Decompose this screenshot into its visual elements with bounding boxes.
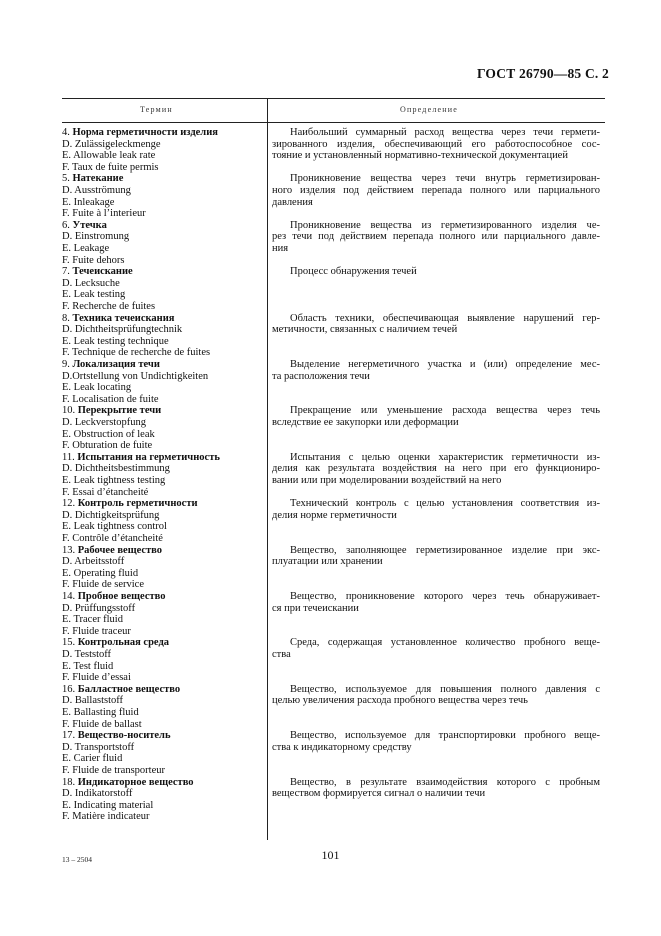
term-translation: F. Matière indicateur <box>62 811 150 823</box>
term-number: 5. <box>62 173 70 185</box>
term-definition <box>272 359 600 382</box>
term-name: Перекрытие течи <box>77 405 162 417</box>
column-header-definition: Определение <box>400 105 458 114</box>
term-name: Натекание <box>72 173 124 185</box>
term-translation: E. Leak tightness testing <box>62 474 166 486</box>
term-number: 13. <box>62 544 76 556</box>
term-definition <box>272 498 600 521</box>
term-translation: F. Obturation de fuite <box>62 440 153 452</box>
term-name: Норма герметичности изделия <box>72 127 218 138</box>
definition-line: Вещество, в результате взаимодействия которого с пробным <box>290 776 600 788</box>
term-translation: E. Leak testing technique <box>62 335 169 347</box>
term-name: Техника течеискания <box>72 312 175 324</box>
term-translation: D. Transportstoff <box>62 741 135 753</box>
term-title <box>62 266 267 278</box>
term-translation: D. Einstromung <box>62 231 130 243</box>
term-definition <box>272 730 600 753</box>
term-title <box>62 730 267 742</box>
term-title <box>62 591 267 603</box>
term-translation: F. Localisation de fuite <box>62 393 159 405</box>
term-definition <box>272 127 600 162</box>
term-translation: E. Obstruction of leak <box>62 428 155 440</box>
term-translation: D. Arbeitsstoff <box>62 556 125 568</box>
term-name: Локализация течи <box>72 359 160 370</box>
term-number: 14. <box>62 591 76 602</box>
term-title <box>62 545 267 557</box>
term-name: Балластное вещество <box>77 683 181 695</box>
term-definition <box>272 777 600 800</box>
term-definition <box>272 591 600 614</box>
term-entry <box>62 730 267 776</box>
term-number: 17. <box>62 730 76 742</box>
term-number: 8. <box>62 312 70 324</box>
term-definition <box>272 452 600 487</box>
term-number: 18. <box>62 776 76 788</box>
term-translation: F. Fluide d’essai <box>62 672 131 684</box>
term-number: 4. <box>62 127 70 138</box>
definition-line: Область техники, обеспечивающая выявление нарушений гер- <box>290 312 600 324</box>
definition-line: зированного изделия, обеспечивающий его работоспособное сос- <box>272 138 600 150</box>
page-number: 101 <box>321 848 340 862</box>
term-number: 9. <box>62 359 70 370</box>
definition-line: Технический контроль с целью установления соответствия из- <box>290 498 600 510</box>
term-translation: D.Ortstellung von Undichtigkeiten <box>62 370 209 382</box>
term-translation: F. Taux de fuite permis <box>62 161 159 173</box>
term-title <box>62 452 267 464</box>
term-translation: E. Tracer fluid <box>62 614 123 626</box>
table-header-rule <box>62 122 605 123</box>
term-number: 16. <box>62 683 76 695</box>
term-entry <box>62 452 267 498</box>
term-definition <box>272 684 600 707</box>
term-translation: D. Teststoff <box>62 648 112 660</box>
term-definition <box>272 405 600 428</box>
term-translation: D. Lecksuche <box>62 277 120 289</box>
term-definition <box>272 637 600 660</box>
definition-line: давления <box>272 196 313 208</box>
definition-line: Испытания с целью оценки характеристик герметичности из- <box>290 451 600 463</box>
term-entry <box>62 173 267 219</box>
definition-line: ния <box>272 242 289 254</box>
term-translation: F. Technique de recherche de fuites <box>62 347 211 359</box>
definition-line: Вещество, заполняющее герметизированное изделие при экс- <box>290 544 600 556</box>
term-title <box>62 127 267 139</box>
term-translation: D. Ballaststoff <box>62 695 124 707</box>
definition-line: плуатации или хранении <box>272 556 383 568</box>
term-translation: F. Fluide de transporteur <box>62 764 165 776</box>
definition-line: ся при течеискании <box>272 602 359 614</box>
footer-code: 13 – 2504 <box>62 855 92 864</box>
term-title <box>62 498 267 510</box>
term-definition <box>272 173 600 208</box>
definition-line: ства <box>272 648 291 660</box>
term-title <box>62 777 267 789</box>
term-translation: F. Fuite à l’interieur <box>62 208 146 220</box>
column-header-term: Термин <box>140 105 173 114</box>
term-number: 15. <box>62 637 76 649</box>
definition-line: Выделение негерметичного участка и (или) определение мес- <box>290 359 600 370</box>
term-translation: D. Dichtheitsprüfungtechnik <box>62 324 183 336</box>
term-number: 7. <box>62 266 70 278</box>
term-translation: E. Leak locating <box>62 382 132 394</box>
term-translation: F. Contrôle d’étancheité <box>62 532 163 544</box>
term-definition <box>272 266 600 278</box>
term-entry <box>62 359 267 405</box>
term-translation: F. Recherche de fuites <box>62 300 156 312</box>
definition-line: вании или при моделировании воздействий на него <box>272 474 502 486</box>
term-translation: D. Zulässigeleckmenge <box>62 138 161 150</box>
term-entry <box>62 684 267 730</box>
term-entry <box>62 637 267 683</box>
term-name: Индикаторное вещество <box>77 776 194 788</box>
term-translation: E. Inleakage <box>62 196 115 208</box>
term-translation: E. Test fluid <box>62 660 114 672</box>
definition-line: метичности, связанных с наличием течей <box>272 324 458 336</box>
term-entry <box>62 545 267 591</box>
term-translation: E. Carier fluid <box>62 753 123 765</box>
definition-line: Вещество, используемое для повышения полного давления с <box>290 683 600 695</box>
term-name: Утечка <box>72 219 107 231</box>
term-definition <box>272 313 600 336</box>
definition-line: веществом формируется сигнал о наличии течи <box>272 788 486 800</box>
term-title <box>62 313 267 325</box>
definition-line: делия норме герметичности <box>272 509 397 521</box>
definition-line: целью увеличения расхода пробного вещества через течь <box>272 695 528 707</box>
term-translation: D. Dichtigkeitsprüfung <box>62 509 160 521</box>
term-definition <box>272 220 600 255</box>
term-entry <box>62 777 267 823</box>
term-translation: D. Dichtheitsbestimmung <box>62 463 170 475</box>
term-title <box>62 220 267 232</box>
column-divider <box>267 98 268 840</box>
definition-line: Вещество, используемое для транспортировки пробного веще- <box>290 730 600 742</box>
term-title <box>62 684 267 696</box>
term-translation: E. Leak testing <box>62 289 126 301</box>
term-number: 10. <box>62 405 76 417</box>
definition-line: тояние и установленный нормативно-технической документацией <box>272 150 568 162</box>
term-number: 6. <box>62 219 70 231</box>
term-entry <box>62 591 267 637</box>
term-translation: D. Ausströmung <box>62 184 131 196</box>
term-name: Течеискание <box>72 266 133 278</box>
term-translation: F. Fuite dehors <box>62 254 125 266</box>
definition-line: вследствие ее закупорки или деформации <box>272 416 459 428</box>
term-translation: D. Indikatorstoff <box>62 788 133 800</box>
definition-line: Проникновение вещества из герметизированного изделия че- <box>290 219 600 231</box>
definition-line: делия как результата воздействия на него при его функциониро- <box>272 463 600 475</box>
term-entry <box>62 498 267 544</box>
term-translation: D. Prüffungsstoff <box>62 602 136 614</box>
table-top-rule <box>62 98 605 99</box>
term-name: Контрольная среда <box>77 637 170 649</box>
definition-line: та расположения течи <box>272 370 370 382</box>
term-number: 11. <box>62 451 75 463</box>
term-entry <box>62 313 267 359</box>
term-translation: E. Ballasting fluid <box>62 706 139 718</box>
definition-line: Процесс обнаружения течей <box>290 266 417 278</box>
term-definition <box>272 545 600 568</box>
term-entry <box>62 266 267 312</box>
term-name: Испытания на герметичность <box>77 451 220 463</box>
term-title <box>62 173 267 185</box>
definition-line: Проникновение вещества через течи внутрь герметизирован- <box>290 173 600 185</box>
definition-line: Вещество, проникновение которого через течь обнаруживает- <box>290 591 600 602</box>
term-title <box>62 637 267 649</box>
term-entry <box>62 405 267 451</box>
term-title <box>62 359 267 371</box>
term-translation: E. Leak tightness control <box>62 521 167 533</box>
definition-line: рез течи под действием перепада полного или парциального давле- <box>272 231 600 243</box>
term-translation: F. Fluide de ballast <box>62 718 142 730</box>
term-translation: D. Leckverstopfung <box>62 416 146 428</box>
page-header: ГОСТ 26790—85 С. 2 <box>476 66 609 81</box>
term-translation: F. Essai d’étancheité <box>62 486 149 498</box>
definition-line: Прекращение или уменьшение расхода вещества через течь <box>290 405 600 417</box>
term-number: 12. <box>62 498 76 510</box>
term-translation: F. Fluide traceur <box>62 625 131 637</box>
term-name: Пробное вещество <box>77 591 166 602</box>
definition-line: Наибольший суммарный расход вещества через течи гермети- <box>290 127 600 138</box>
definition-line: Среда, содержащая установленное количество пробного веще- <box>290 637 600 649</box>
term-entry <box>62 220 267 266</box>
term-translation: E. Leakage <box>62 242 110 254</box>
term-name: Контроль герметичности <box>77 498 198 510</box>
term-translation: E. Allowable leak rate <box>62 150 156 162</box>
term-translation: E. Indicating material <box>62 799 154 811</box>
term-translation: E. Operating fluid <box>62 567 139 579</box>
definition-line: ства к индикаторному средству <box>272 741 412 753</box>
term-entry <box>62 127 267 173</box>
term-name: Рабочее вещество <box>77 544 163 556</box>
definition-line: ного изделия под действием перепада полного или парциального <box>272 184 600 196</box>
term-translation: F. Fluide de service <box>62 579 144 591</box>
term-name: Вещество-носитель <box>77 730 171 742</box>
term-title <box>62 405 267 417</box>
